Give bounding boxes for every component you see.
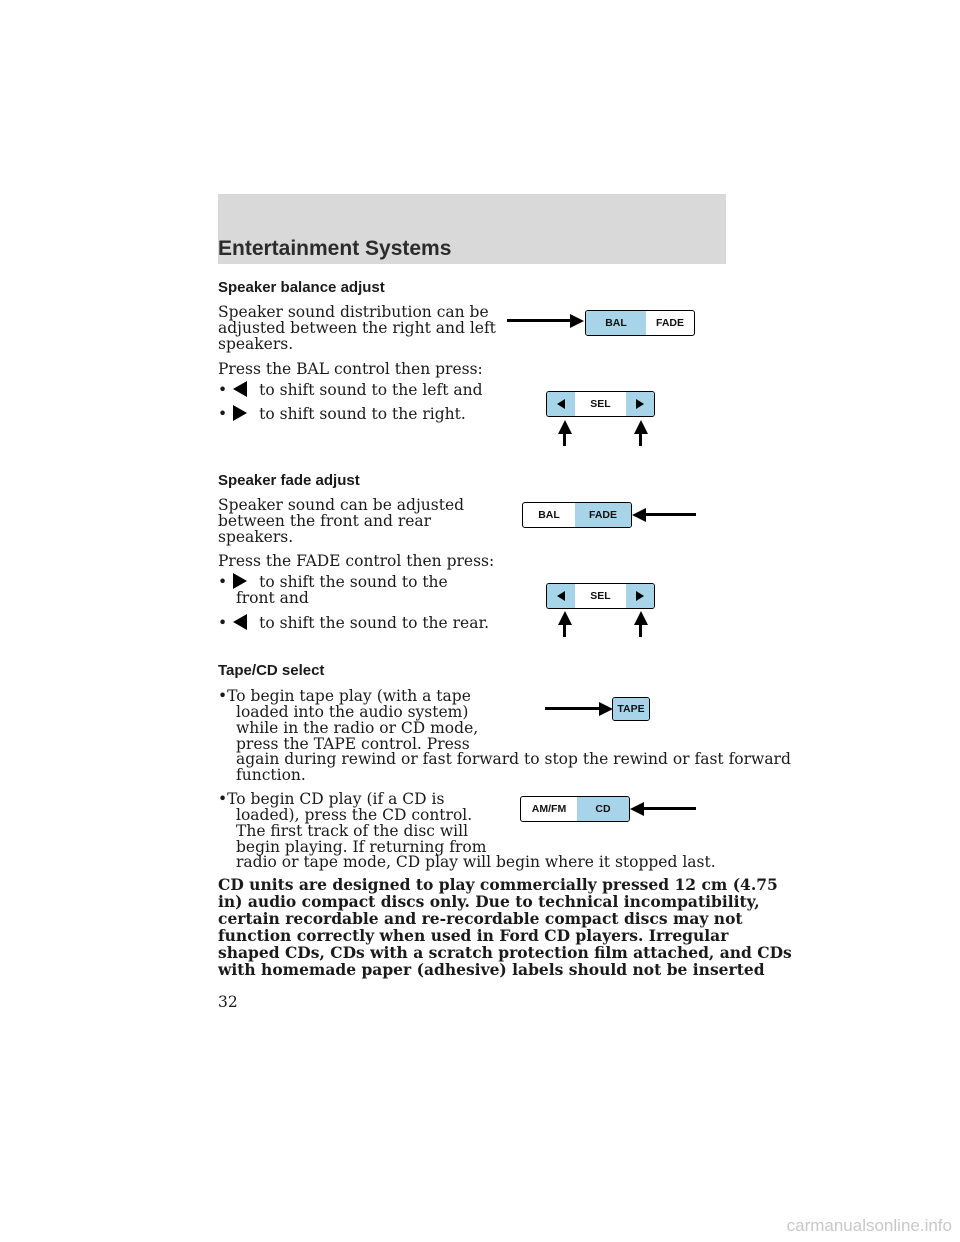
warning-line: with homemade paper (adhesive) labels should not be inserted	[218, 960, 765, 979]
arrow-head-icon	[632, 508, 646, 522]
bal-fade-control[interactable]	[585, 310, 695, 336]
arrow-head-icon	[570, 314, 584, 328]
balance-desc-line: adjusted between the right and left	[218, 319, 496, 337]
tapecd-heading: Tape/CD select	[218, 662, 325, 679]
sel-left-button[interactable]	[547, 392, 575, 416]
tape-line: loaded into the audio system)	[236, 703, 469, 721]
pointer-arrow	[563, 623, 566, 637]
balance-bullet-left: • to shift sound to the left and	[218, 381, 483, 399]
fade-bullet-front: • to shift the sound to the	[218, 573, 448, 591]
pointer-arrow	[563, 432, 566, 446]
balance-bullet-right: • to shift sound to the right.	[218, 405, 466, 423]
right-arrow-icon	[636, 591, 644, 601]
pointer-arrow	[643, 807, 696, 810]
watermark: carmanualsonline.info	[786, 1216, 952, 1235]
arrow-head-icon	[630, 802, 644, 816]
warning-line: certain recordable and re-recordable compact discs may not	[218, 909, 743, 928]
sel-control[interactable]	[546, 583, 655, 609]
fade-desc-line: Speaker sound can be adjusted	[218, 496, 465, 514]
tape-button[interactable]: TAPE	[613, 698, 649, 720]
section-title: Entertainment Systems	[218, 237, 452, 260]
sel-control[interactable]	[546, 391, 655, 417]
bal-button[interactable]: BAL	[586, 311, 646, 335]
bal-fade-control[interactable]	[522, 502, 632, 528]
fade-press-text: Press the FADE control then press:	[218, 552, 495, 570]
fade-button[interactable]: FADE	[575, 503, 631, 527]
pointer-arrow	[507, 319, 571, 322]
fade-bullet-front-cont: front and	[236, 589, 309, 607]
arrow-head-icon	[599, 702, 613, 716]
page-number: 32	[218, 993, 238, 1011]
tape-bullet: •To begin tape play (with a tape	[218, 687, 471, 705]
right-arrow-icon	[636, 399, 644, 409]
cd-bullet: •To begin CD play (if a CD is	[218, 790, 445, 808]
fade-bullet-rear: • to shift the sound to the rear.	[218, 614, 490, 632]
warning-line: in) audio compact discs only. Due to technical incompatibility,	[218, 892, 760, 911]
warning-line: shaped CDs, CDs with a scratch protection film attached, and CDs	[218, 943, 792, 962]
amfm-cd-control[interactable]	[520, 796, 630, 822]
warning-line: CD units are designed to play commercially pressed 12 cm (4.75	[218, 875, 778, 894]
balance-desc-line: Speaker sound distribution can be	[218, 303, 489, 321]
pointer-arrow	[639, 623, 642, 637]
pointer-arrow	[639, 432, 642, 446]
sel-button[interactable]: SEL	[590, 398, 611, 410]
fade-button[interactable]: FADE	[655, 317, 684, 329]
pointer-arrow	[545, 707, 600, 710]
cd-line: loaded), press the CD control.	[236, 806, 473, 824]
sel-right-button[interactable]	[626, 392, 654, 416]
sel-button[interactable]: SEL	[590, 590, 611, 602]
cd-line: begin playing. If returning from	[236, 838, 487, 856]
cd-line: The first track of the disc will	[236, 822, 469, 840]
fade-desc-line: speakers.	[218, 528, 294, 546]
balance-press-text: Press the BAL control then press:	[218, 360, 483, 378]
left-arrow-icon	[233, 381, 247, 397]
sel-right-button[interactable]	[626, 584, 654, 608]
right-arrow-icon	[233, 573, 247, 589]
amfm-button[interactable]: AM/FM	[531, 803, 567, 815]
sel-left-button[interactable]	[547, 584, 575, 608]
cd-line: radio or tape mode, CD play will begin where it stopped last.	[236, 853, 716, 871]
tape-line: while in the radio or CD mode,	[236, 719, 479, 737]
balance-desc-line: speakers.	[218, 335, 294, 353]
fade-heading: Speaker fade adjust	[218, 472, 360, 489]
pointer-arrow	[645, 513, 696, 516]
tape-line: press the TAPE control. Press	[236, 735, 470, 753]
warning-line: function correctly when used in Ford CD players. Irregular	[218, 926, 729, 945]
left-arrow-icon	[557, 591, 565, 601]
section-header	[218, 194, 726, 264]
cd-button[interactable]: CD	[577, 797, 629, 821]
tape-line: again during rewind or fast forward to stop the rewind or fast forward	[236, 750, 791, 768]
fade-desc-line: between the front and rear	[218, 512, 432, 530]
left-arrow-icon	[233, 614, 247, 630]
left-arrow-icon	[557, 399, 565, 409]
tape-line: function.	[236, 766, 306, 784]
right-arrow-icon	[233, 405, 247, 421]
bal-button[interactable]: BAL	[538, 509, 560, 521]
tape-control[interactable]	[612, 697, 650, 721]
balance-heading: Speaker balance adjust	[218, 279, 385, 296]
